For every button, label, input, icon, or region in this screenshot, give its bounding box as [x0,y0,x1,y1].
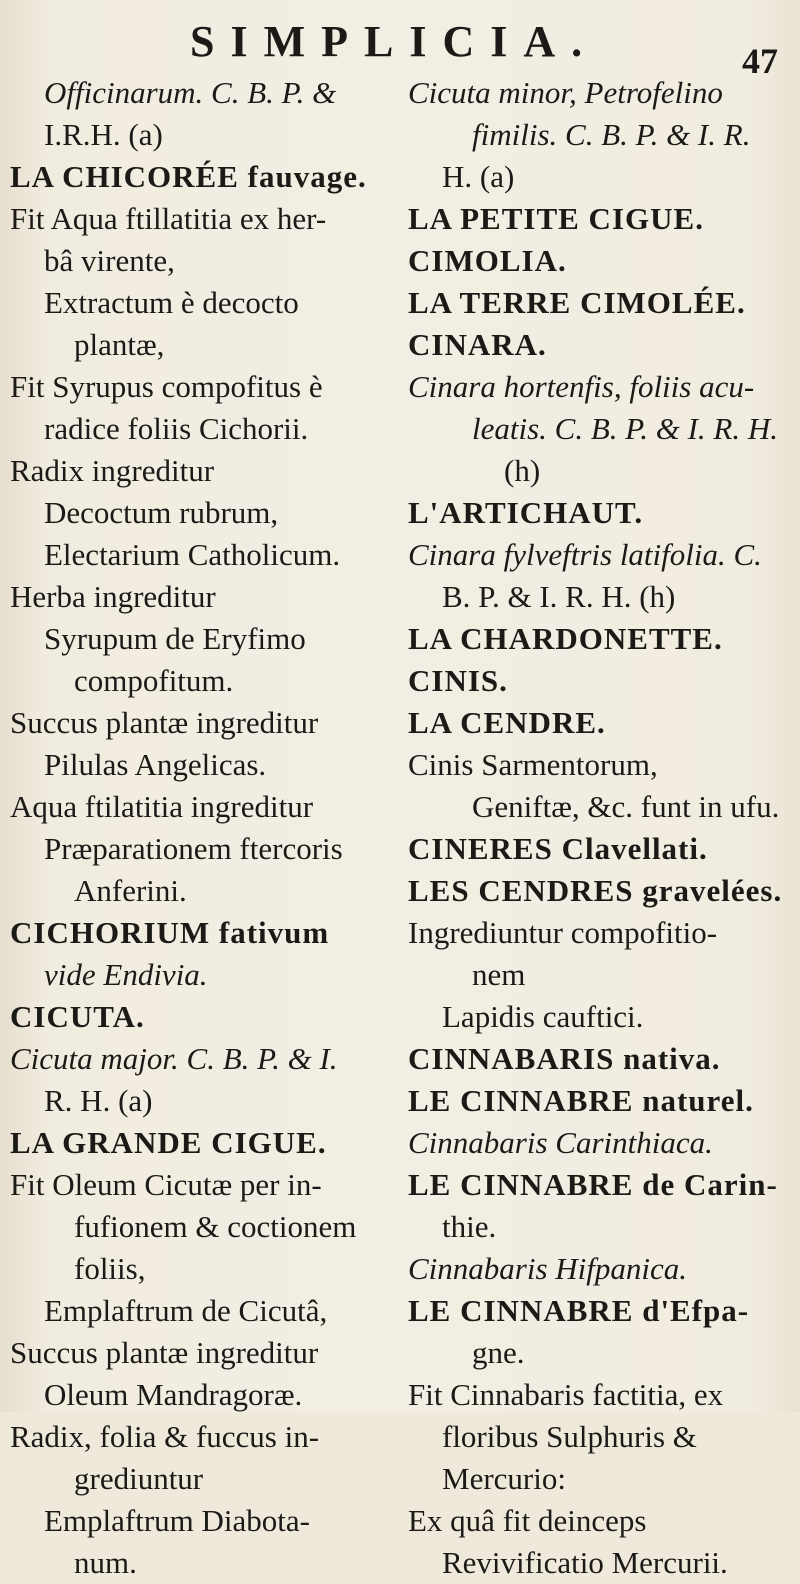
text-line: LA TERRE CIMOLÉE. [408,285,746,320]
text-line: floribus Sulphuris & [442,1419,697,1454]
text-line: Geniftæ, &c. funt in ufu. [472,789,780,824]
text-line: gne. [472,1335,525,1370]
text-line: Pilulas Angelicas. [44,747,267,782]
right-column [408,72,796,1584]
text-line: num. [74,1545,137,1580]
text-line: CICUTA. [10,999,145,1034]
text-line: (h) [504,453,541,488]
text-line: Electarium Catholicum. [44,537,341,572]
text-line: LES CENDRES gravelées. [408,873,783,908]
text-line: Fit Oleum Cicutæ per in- [10,1167,322,1202]
text-line: Emplaftrum de Cicutâ, [44,1293,328,1328]
text-line: Decoctum rubrum, [44,495,279,530]
text-line: Radix, folia & fuccus in- [10,1419,320,1454]
running-head: SIMPLICIA. [190,17,599,66]
text-line: CICHORIUM fativum [10,915,330,950]
left-column [10,72,390,1584]
text-line: Oleum Mandragoræ. [44,1377,303,1412]
text-line: Anferini. [74,873,187,908]
text-line: Ex quâ fit deinceps [408,1503,647,1538]
text-line: I.R.H. (a) [44,117,163,152]
text-line: compofitum. [74,663,234,698]
text-line: R. H. (a) [44,1083,153,1118]
text-line: bâ virente, [44,243,175,278]
text-line: CINERES Clavellati. [408,831,708,866]
text-line: fufionem & coctionem [74,1209,357,1244]
text-line: CINARA. [408,327,547,362]
text-line: Cinnabaris Hifpanica. [408,1251,688,1286]
text-line: nem [472,957,526,992]
text-line: Cinara fylveftris latifolia. C. [408,537,762,572]
text-line: Officinarum. C. B. P. & [44,75,337,110]
text-line: Cinara hortenfis, foliis acu- [408,369,755,404]
text-line: Mercurio: [442,1461,566,1496]
text-line: Emplaftrum Diabota- [44,1503,310,1538]
text-line: Syrupum de Eryfimo [44,621,306,656]
text-line: CINIS. [408,663,508,698]
text-line: radice foliis Cichorii. [44,411,309,446]
text-line: grediuntur [74,1461,204,1496]
text-line: foliis, [74,1251,146,1286]
text-line: Extractum è decocto [44,285,299,320]
text-line: H. (a) [442,159,515,194]
text-line: plantæ, [74,327,165,362]
text-line: L'ARTICHAUT. [408,495,644,530]
text-line: Cicuta major. C. B. P. & I. [10,1041,338,1076]
text-line: LE CINNABRE d'Efpa- [408,1293,750,1328]
text-line: Revivificatio Mercurii. [442,1545,728,1580]
text-line: Succus plantæ ingreditur [10,705,319,740]
text-line: Fit Syrupus compofitus è [10,369,323,404]
text-line: Herba ingreditur [10,579,216,614]
text-line: Radix ingreditur [10,453,215,488]
text-line: Cinis Sarmentorum, [408,747,658,782]
text-line: fimilis. C. B. P. & I. R. [472,117,751,152]
page-number: 47 [742,41,778,81]
text-line: CINNABARIS nativa. [408,1041,721,1076]
text-line: LA CENDRE. [408,705,606,740]
text-line: Lapidis cauftici. [442,999,644,1034]
text-line: Succus plantæ ingreditur [10,1335,319,1370]
text-line: LA CHARDONETTE. [408,621,723,656]
text-line: Cinnabaris Carinthiaca. [408,1125,713,1160]
text-line: LA GRANDE CIGUE. [10,1125,327,1160]
text-line: LA CHICORÉE fauvage. [10,159,367,194]
text-line: LA PETITE CIGUE. [408,201,704,236]
text-line: leatis. C. B. P. & I. R. H. [472,411,778,446]
text-line: thie. [442,1209,497,1244]
text-line: LE CINNABRE naturel. [408,1083,754,1118]
text-line: Fit Aqua ftillatitia ex her- [10,201,327,236]
text-line: Præparationem ftercoris [44,831,343,866]
text-line: B. P. & I. R. H. (h) [442,579,676,614]
text-line: vide Endivia. [44,957,208,992]
text-line: Fit Cinnabaris factitia, ex [408,1377,724,1412]
text-line: Aqua ftilatitia ingreditur [10,789,314,824]
text-line: Ingrediuntur compofitio- [408,915,718,950]
text-line: LE CINNABRE de Carin- [408,1167,778,1202]
text-line: Cicuta minor, Petrofelino [408,75,723,110]
text-line: CIMOLIA. [408,243,567,278]
